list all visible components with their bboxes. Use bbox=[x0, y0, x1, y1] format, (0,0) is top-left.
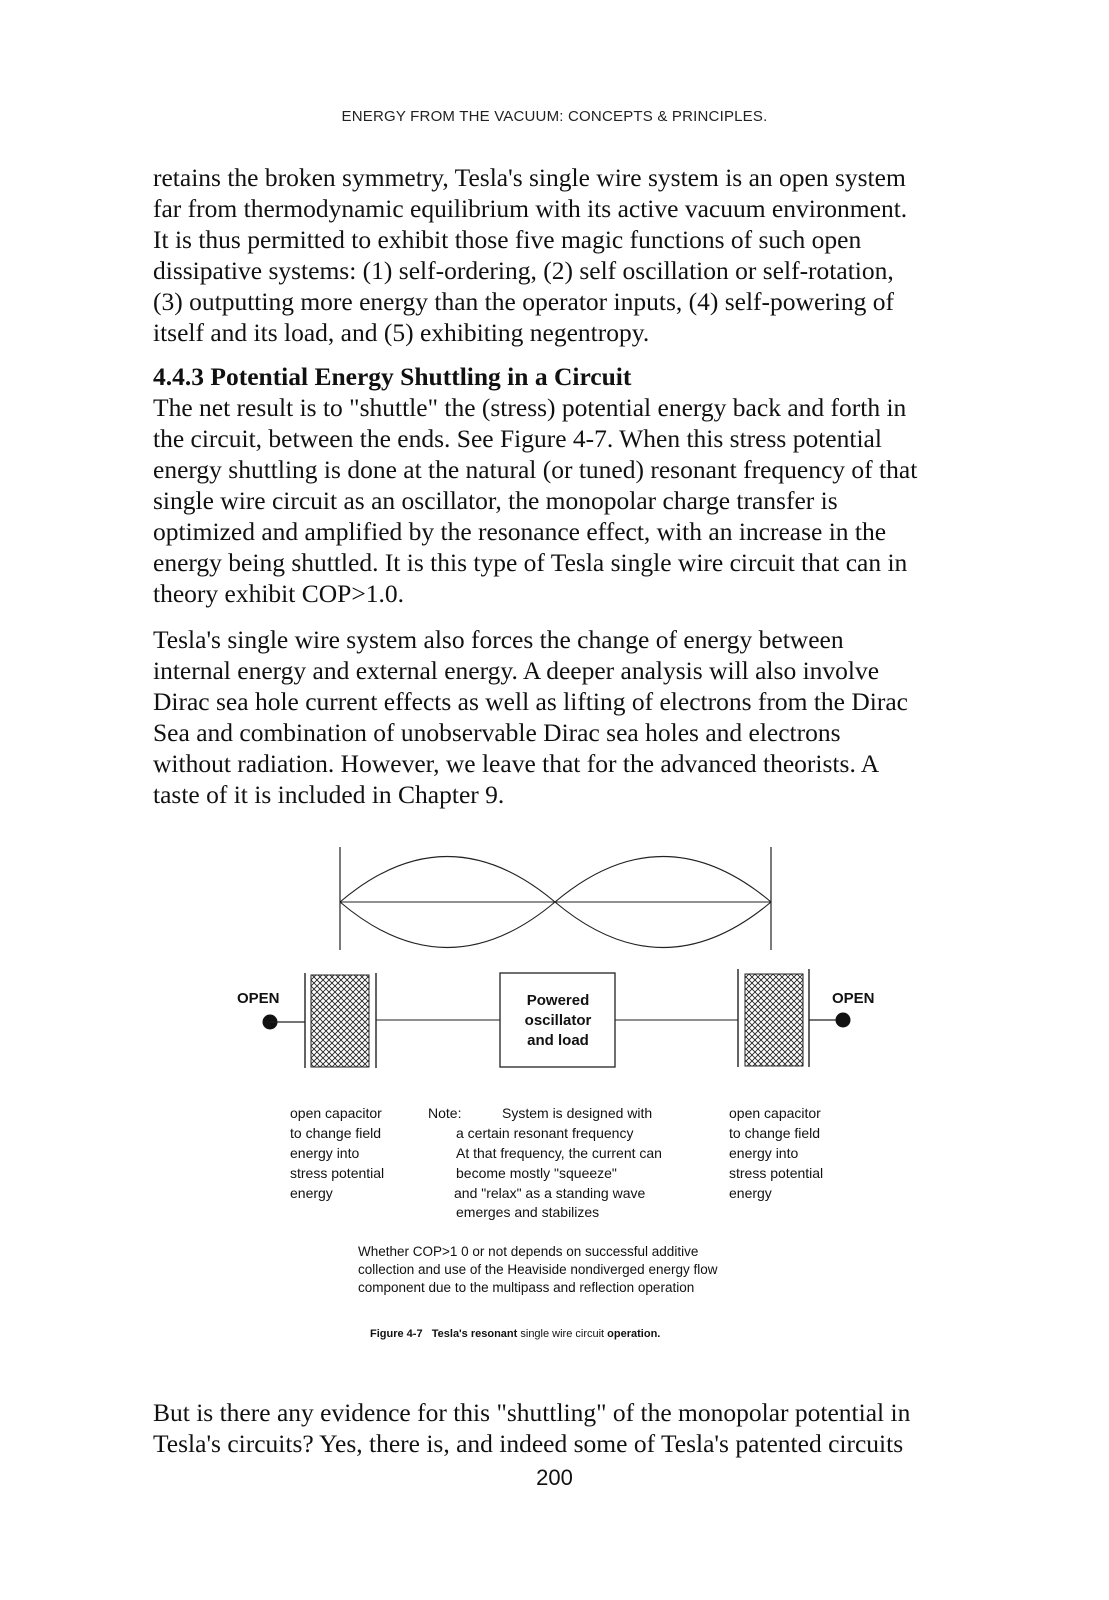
note-line: stress potential bbox=[729, 1165, 824, 1181]
wave-upper bbox=[340, 857, 771, 903]
note-line: energy into bbox=[290, 1145, 360, 1161]
box-line: oscillator bbox=[524, 1012, 592, 1029]
text-line: Tesla's circuits? Yes, there is, and indeed some of Tesla's patented circuits bbox=[153, 1429, 904, 1458]
resonance-note bbox=[456, 1103, 662, 1221]
right-capacitor-note bbox=[729, 1103, 823, 1203]
text-line: energy shuttling is done at the natural (or tuned) resonant frequency of that bbox=[153, 455, 918, 484]
paragraph-evidence bbox=[153, 1397, 1003, 1459]
caption-label: Figure 4-7 bbox=[370, 1328, 423, 1340]
paragraph-single-wire bbox=[153, 624, 1003, 810]
caption-text: single wire circuit bbox=[517, 1328, 608, 1340]
text-line: optimized and amplified by the resonance effect, with an increase in the bbox=[153, 517, 887, 546]
box-line: and load bbox=[527, 1032, 589, 1049]
text-line: Dirac sea hole current effects as well as lifting of electrons from the Dirac bbox=[153, 687, 909, 716]
note-line: to change field bbox=[290, 1125, 382, 1141]
text-line: Sea and combination of unobservable Dirac sea holes and electrons bbox=[153, 718, 841, 747]
text-line: dissipative systems: (1) self-ordering, (2) self oscillation or self-rotation, bbox=[153, 256, 894, 285]
text-line: single wire circuit as an oscillator, the monopolar charge transfer is bbox=[153, 486, 838, 515]
open-label-right: OPEN bbox=[832, 990, 875, 1007]
text-line: theory exhibit COP>1.0. bbox=[153, 579, 404, 608]
caption-bold-end: operation. bbox=[607, 1328, 661, 1340]
caption-bold: Tesla's resonant bbox=[431, 1328, 518, 1340]
cop-note bbox=[358, 1243, 717, 1297]
open-label-left: OPEN bbox=[237, 990, 280, 1007]
text-line: internal energy and external energy. A deeper analysis will also involve bbox=[153, 656, 880, 685]
note-line: to change field bbox=[729, 1125, 821, 1141]
note-line: emerges and stabilizes bbox=[456, 1204, 600, 1220]
text-line: Tesla's single wire system also forces the change of energy between bbox=[153, 625, 844, 654]
note-line: energy bbox=[729, 1185, 772, 1201]
note-line: Whether COP>1 0 or not depends on successful additive bbox=[358, 1244, 699, 1259]
text-line: itself and its load, and (5) exhibiting negentropy. bbox=[153, 318, 650, 347]
capacitor-dielectric-right bbox=[745, 974, 803, 1066]
figure-4-7 bbox=[230, 845, 880, 1375]
note-line: System is designed with bbox=[502, 1105, 653, 1121]
note-line: stress potential bbox=[290, 1165, 385, 1181]
note-line: energy bbox=[290, 1185, 333, 1201]
figure-caption bbox=[370, 1328, 660, 1340]
page-number: 200 bbox=[536, 1465, 573, 1490]
note-label: Note: bbox=[428, 1105, 462, 1121]
box-line: Powered bbox=[526, 992, 590, 1009]
wave-lower bbox=[340, 902, 771, 948]
text-line: The net result is to "shuttle" the (stress) potential energy back and forth in bbox=[153, 393, 907, 422]
note-line: energy into bbox=[729, 1145, 799, 1161]
text-line: taste of it is included in Chapter 9. bbox=[153, 780, 505, 809]
note-line: At that frequency, the current can bbox=[456, 1145, 662, 1161]
section-heading: 4.4.3 Potential Energy Shuttling in a Circuit bbox=[153, 362, 632, 391]
open-terminal-right bbox=[836, 1013, 851, 1028]
capacitor-dielectric-left bbox=[311, 975, 369, 1067]
note-line: a certain resonant frequency bbox=[456, 1125, 634, 1141]
text-line: without radiation. However, we leave that for the advanced theorists. A bbox=[153, 749, 880, 778]
standing-wave bbox=[340, 847, 771, 950]
text-line: the circuit, between the ends. See Figure 4-7. When this stress potential bbox=[153, 424, 882, 453]
text-line: It is thus permitted to exhibit those five magic functions of such open bbox=[153, 225, 862, 254]
note-line: collection and use of the Heaviside nondiverged energy flow bbox=[358, 1262, 718, 1277]
left-capacitor-note bbox=[290, 1103, 384, 1203]
note-line: open capacitor bbox=[729, 1105, 821, 1121]
oscillator-label bbox=[502, 991, 614, 1051]
paragraph-shuttle bbox=[153, 392, 1003, 609]
text-line: far from thermodynamic equilibrium with its active vacuum environment. bbox=[153, 194, 908, 223]
note-line: component due to the multipass and reflection operation bbox=[358, 1280, 695, 1295]
paragraph-broken-symmetry bbox=[153, 162, 1003, 348]
running-header: ENERGY FROM THE VACUUM: CONCEPTS & PRINCIPLES. bbox=[341, 108, 768, 125]
text-line: energy being shuttled. It is this type of Tesla single wire circuit that can in bbox=[153, 548, 908, 577]
note-line: open capacitor bbox=[290, 1105, 382, 1121]
text-line: (3) outputting more energy than the operator inputs, (4) self-powering of bbox=[153, 287, 894, 316]
note-line: become mostly "squeeze" bbox=[456, 1165, 617, 1181]
text-line: But is there any evidence for this "shuttling" of the monopolar potential in bbox=[153, 1398, 911, 1427]
note-line: and "relax" as a standing wave bbox=[454, 1185, 646, 1201]
text-line: retains the broken symmetry, Tesla's single wire system is an open system bbox=[153, 163, 906, 192]
